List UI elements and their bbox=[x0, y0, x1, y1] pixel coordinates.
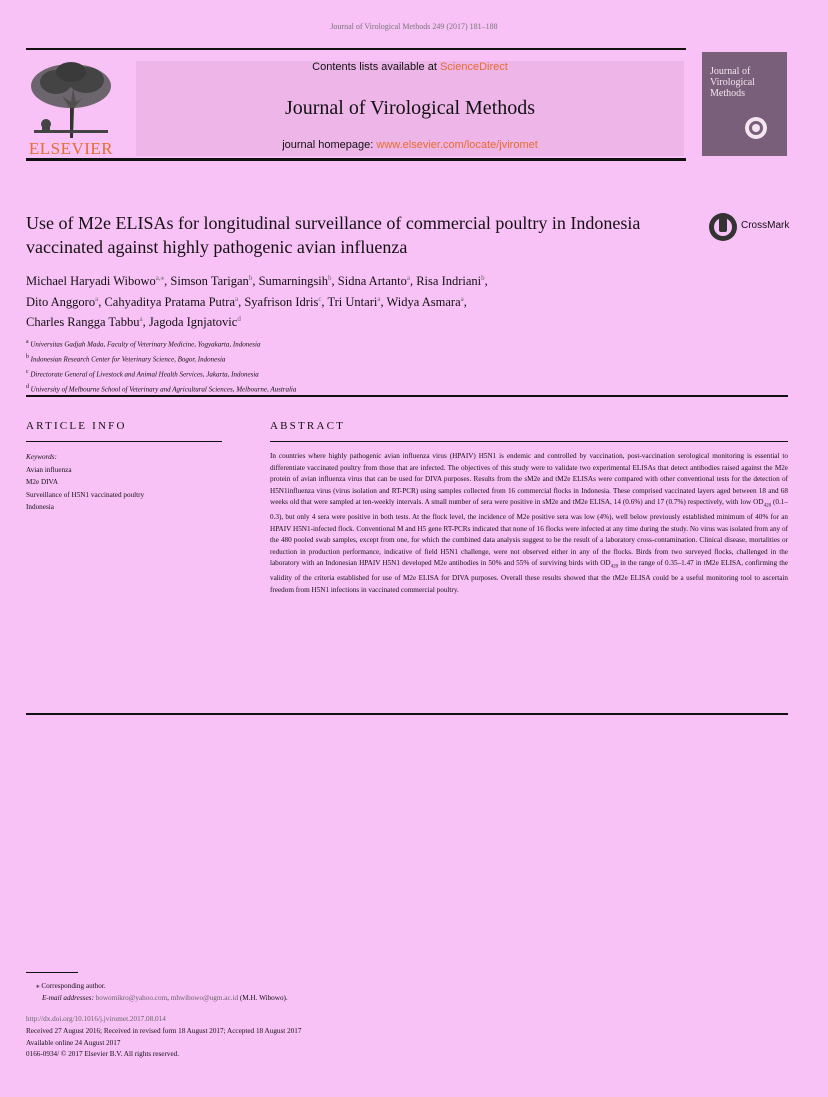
homepage-link[interactable]: www.elsevier.com/locate/jviromet bbox=[376, 139, 538, 151]
article-info-rule bbox=[26, 441, 222, 442]
keyword: Indonesia bbox=[26, 502, 54, 511]
article-info-heading: ARTICLE INFO bbox=[26, 420, 127, 432]
section-bottom-rule bbox=[26, 713, 788, 715]
affiliation: $^c$ Directorate General of Livestock and Animal Health Services, Jakarta, Indonesia bbox=[26, 369, 259, 379]
author[interactable]: Charles Rangga Tabbu$^a$ bbox=[26, 315, 143, 330]
author-list: Michael Haryadi Wibowo$^{a,⁎}$, Simson Tarigan$^b$, Sumarningsih$^b$, Sidna Artanto$^a$, Risa Indriani$^b$, Dito Anggoro$^a$, Cahyaditya Pratama Putra$^a$, Syafrison Idris$^c$, Tri Untari$^a$, Widya Asmara$^a$, Charles Rangga Tabbu$^a$, Jagoda Ignjatovic$^d$ bbox=[26, 274, 488, 330]
email-label: E-mail addresses: bbox=[42, 994, 94, 1003]
journal-banner bbox=[136, 61, 684, 156]
keyword: Avian influenza bbox=[26, 466, 72, 474]
affiliation: $^b$ Indonesian Research Center for Veterinary Science, Bogor, Indonesia bbox=[26, 354, 226, 364]
journal-title: Journal of Virological Methods bbox=[284, 97, 536, 119]
email-link[interactable]: mhwibowo@ugm.ac.id bbox=[170, 994, 239, 1003]
footnote-rule bbox=[26, 972, 78, 973]
copyright: 0166-0934/ © 2017 Elsevier B.V. All rights reserved. bbox=[26, 1050, 180, 1059]
author[interactable]: Widya Asmara$^a$ bbox=[386, 294, 464, 309]
author[interactable]: Jagoda Ignjatovic$^d$ bbox=[148, 315, 241, 330]
online-date: Available online 24 August 2017 bbox=[26, 1038, 121, 1047]
publisher-name: ELSEVIER bbox=[28, 139, 114, 158]
crossmark-badge[interactable] bbox=[708, 212, 794, 242]
abstract-heading: ABSTRACT bbox=[270, 420, 346, 432]
crossmark-label: CrossMark bbox=[741, 220, 790, 231]
homepage-line bbox=[136, 139, 684, 151]
journal-cover-image bbox=[702, 52, 787, 156]
author[interactable]: Simson Tarigan$^b$ bbox=[170, 274, 253, 289]
keyword: M2e DIVA bbox=[26, 478, 59, 487]
abstract-text: In countries where highly pathogenic avian influenza virus (HPAIV) H5N1 is endemic and controlled by vaccination, post-vaccination serological monitoring is essential to differentiate vaccinated poultry from those that are infected. The objectives of this study were to validate two experimental ELISAs that detect antibodies raised against the M2e protein of avian influenza virus that can be used for DIVA purposes. Results from the sM2e and tM2e ELISAs were compared with other conventional tests for the detection of H5N1influenza virus (virus isolation and RT-PCR) using samples collected from 16 commercial flocks in Indonesia. These comprised vaccinated layers aged between 18 and 68 weeks old that were sampled at ten-weekly intervals. A small number of sera were positive in sM2e and tM2e ELISA, 14 (0.6%) and 17 (0.7%) respectively, with low $OD_{420}$ (0.1–0.3), but only 4 sera were positive in both tests. At the flock level, the incidence of M2e positive sera was low (4%), well below previously established minimum of 40% for an HPAIV H5N1-infected flock. Conventional M and H5 gene RT-PCRs indicated that none of 16 flocks were infected at any time during the study. No virus was isolated from any of the 480 pooled swab samples, except from one, for which the combined data analysis suggest to be the result of a laboratory cross-contamination. Clinical disease, mortalities or reduction in production performance, indicative of field H5N1 challenge, were not observed either in any of the flocks. Birds from two surveyed flocks, challenged in the laboratory with an Indonesian HPAIV H5N1 developed M2e antibodies in 50% and 55% of surviving birds with $OD_{420}$ in the range of 0.35–1.47 in tM2e ELISA, confirming the validity of the criteria established for use of M2e ELISA for DIVA purposes. Overall these results showed that the tM2e ELISA could be a useful monitoring tool to ascertain freedom from H5N1 infections in vaccinated commercial poultry. bbox=[270, 452, 788, 594]
article-metadata bbox=[26, 1014, 301, 1061]
running-head: Journal of Virological Methods 249 (2017) 181–188 bbox=[330, 22, 498, 31]
abstract-rule bbox=[270, 441, 788, 442]
footnote: ⁎ Corresponding author. E-mail addresses: bowomikro@yahoo.com, mhwibowo@ugm.ac.id (M.H. Wibowo). bbox=[36, 982, 288, 1003]
affiliation-list bbox=[26, 336, 726, 397]
keywords-label: Keywords: bbox=[26, 453, 57, 461]
author[interactable]: Sidna Artanto$^a$ bbox=[337, 274, 410, 289]
contents-line bbox=[136, 61, 684, 73]
contents-prefix: Contents lists available at bbox=[312, 61, 440, 73]
email-link[interactable]: bowomikro@yahoo.com bbox=[95, 994, 168, 1003]
sciencedirect-link[interactable]: ScienceDirect bbox=[439, 61, 508, 73]
cover-title: Journal of Virological Methods bbox=[710, 66, 755, 99]
keyword: Surveillance of H5N1 vaccinated poultry bbox=[26, 490, 145, 499]
crossmark-icon bbox=[708, 212, 738, 242]
homepage-label: journal homepage: bbox=[282, 139, 377, 151]
cover-emblem-icon bbox=[744, 116, 768, 140]
author[interactable]: Michael Haryadi Wibowo$^{a,⁎}$ bbox=[26, 274, 165, 289]
affiliation: $^d$ University of Melbourne School of Veterinary and Agricultural Sciences, Melbourne, Australia bbox=[26, 384, 297, 394]
affiliation: $^a$ Universitas Gadjah Mada, Faculty of Veterinary Medicine, Yogyakarta, Indonesia bbox=[26, 339, 261, 349]
header-bottom-rule bbox=[26, 158, 686, 161]
corresponding-author: Corresponding author. bbox=[41, 982, 106, 990]
author[interactable]: Syafrison Idris$^c$ bbox=[244, 294, 322, 309]
section-top-rule bbox=[26, 395, 788, 397]
author[interactable]: Risa Indriani$^b$ bbox=[416, 274, 485, 289]
author[interactable]: Tri Untari$^a$ bbox=[327, 294, 381, 309]
keyword-list bbox=[26, 464, 144, 513]
received-dates: Received 27 August 2016; Received in revised form 18 August 2017; Accepted 18 August 2017 bbox=[26, 1026, 302, 1035]
author[interactable]: Cahyaditya Pratama Putra$^a$ bbox=[104, 294, 239, 309]
author[interactable]: Dito Anggoro$^a$ bbox=[26, 294, 99, 309]
doi-link[interactable]: http://dx.doi.org/10.1016/j.jviromet.2017.08.014 bbox=[26, 1015, 166, 1023]
article-title: Use of M2e ELISAs for longitudinal surveillance of commercial poultry in Indonesia vaccinated against highly pathogenic avian influenza bbox=[26, 213, 641, 257]
author[interactable]: Sumarningsih$^b$ bbox=[258, 274, 332, 289]
header-top-rule bbox=[26, 48, 686, 50]
